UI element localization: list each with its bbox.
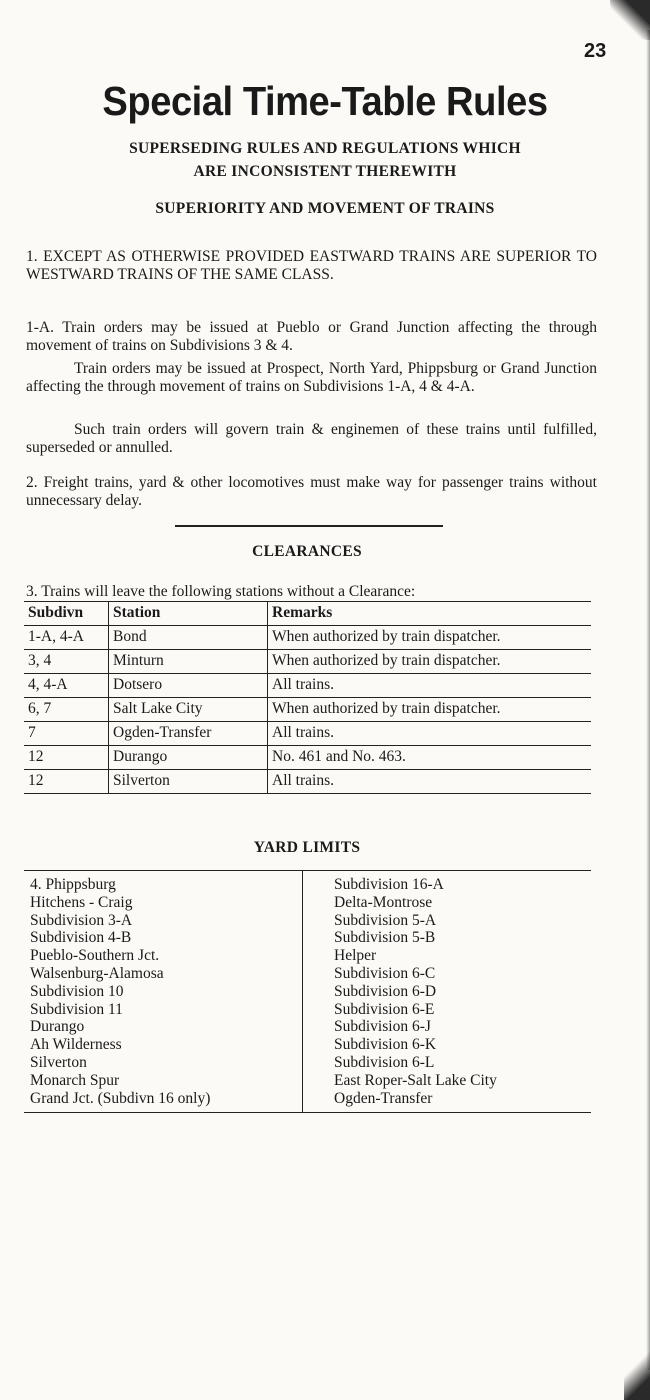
list-item: Subdivision 16-A xyxy=(334,876,444,893)
list-item: Subdivision 6-E xyxy=(334,1000,435,1018)
list-item: East Roper-Salt Lake City xyxy=(334,1071,497,1089)
cell-remarks: No. 461 and No. 463. xyxy=(268,746,592,770)
cell-remarks: All trains. xyxy=(268,674,592,698)
column-header-subdivn: Subdivn xyxy=(24,602,109,626)
cell-subdivn: 6, 7 xyxy=(24,698,109,722)
cell-remarks: When authorized by train dispatcher. xyxy=(268,650,592,674)
cell-subdivn: 3, 4 xyxy=(24,650,109,674)
list-item: Subdivision 6-L xyxy=(334,1053,435,1071)
cell-remarks: When authorized by train dispatcher. xyxy=(268,698,592,722)
list-item: Hitchens - Craig xyxy=(30,893,133,911)
subtitle-line-1: SUPERSEDING RULES AND REGULATIONS WHICH xyxy=(129,140,521,157)
list-item: Delta-Montrose xyxy=(334,893,433,911)
rule-2: 2. Freight trains, yard & other locomotives must make way for passenger trains without unnecessary delay. xyxy=(26,474,597,509)
column-header-station: Station xyxy=(109,602,268,626)
cell-subdivn: 12 xyxy=(24,770,109,794)
list-item: Subdivision 6-J xyxy=(334,1018,431,1036)
list-item: Ah Wilderness xyxy=(30,1036,122,1054)
page-corner-shadow-bottom xyxy=(624,1350,650,1400)
list-item: Walsenburg-Alamosa xyxy=(30,964,164,982)
yard-limits-table xyxy=(24,870,591,1113)
section-divider xyxy=(175,525,443,527)
clearances-table xyxy=(24,601,591,794)
table-row xyxy=(24,674,591,698)
list-item: Subdivision 10 xyxy=(30,982,124,1000)
table-row xyxy=(24,626,591,650)
section-heading-yard-limits: YARD LIMITS xyxy=(253,839,361,856)
cell-subdivn: 12 xyxy=(24,746,109,770)
list-item: Durango xyxy=(30,1018,85,1036)
rule-3: 3. Trains will leave the following stations without a Clearance: xyxy=(26,583,416,600)
table-header-row xyxy=(24,602,591,626)
cell-station: Salt Lake City xyxy=(109,698,268,722)
list-item: Pueblo-Southern Jct. xyxy=(30,947,160,965)
list-item: Ogden-Transfer xyxy=(334,1089,433,1107)
yard-limits-divider xyxy=(302,871,303,1112)
list-item: Monarch Spur xyxy=(30,1071,120,1089)
list-item: Subdivision 5-A xyxy=(334,911,437,929)
page-edge-shadow xyxy=(646,30,650,1370)
column-header-remarks: Remarks xyxy=(268,602,592,626)
table-row xyxy=(24,770,591,794)
page-title: Special Time-Table Rules xyxy=(102,78,548,124)
cell-station: Minturn xyxy=(109,650,268,674)
table-row xyxy=(24,698,591,722)
cell-station: Silverton xyxy=(109,770,268,794)
cell-subdivn: 1-A, 4-A xyxy=(24,626,109,650)
list-item: 4. Phippsburg xyxy=(30,876,116,893)
list-item: Silverton xyxy=(30,1053,87,1071)
page-number: 23 xyxy=(584,40,607,62)
rule-1a-paragraph-2: Train orders may be issued at Prospect, North Yard, Phippsburg or Grand Junction affecting the through movement of trains on Subdivisions 1-A, 4 & 4-A. xyxy=(26,360,597,395)
cell-station: Ogden-Transfer xyxy=(109,722,268,746)
section-heading-superiority: SUPERIORITY AND MOVEMENT OF TRAINS xyxy=(155,200,495,217)
cell-subdivn: 4, 4-A xyxy=(24,674,109,698)
rule-1a-paragraph-3: Such train orders will govern train & enginemen of these trains until fulfilled, superseded or annulled. xyxy=(26,421,597,456)
yard-limits-right-column xyxy=(334,876,497,1107)
rule-1a: 1-A. Train orders may be issued at Pueblo or Grand Junction affecting the through movement of trains on Subdivisions 3 & 4. xyxy=(26,319,597,354)
list-item: Subdivision 11 xyxy=(30,1000,123,1018)
list-item: Subdivision 6-K xyxy=(334,1036,437,1054)
rule-1: 1. EXCEPT AS OTHERWISE PROVIDED EASTWARD TRAINS ARE SUPERIOR TO WESTWARD TRAINS OF THE SAME CLASS. xyxy=(26,248,597,283)
list-item: Subdivision 3-A xyxy=(30,911,133,929)
cell-remarks: All trains. xyxy=(268,722,592,746)
section-heading-clearances: CLEARANCES xyxy=(252,543,362,560)
table-row xyxy=(24,650,591,674)
cell-station: Durango xyxy=(109,746,268,770)
list-item: Subdivision 4-B xyxy=(30,929,132,947)
list-item: Subdivision 6-D xyxy=(334,982,437,1000)
cell-remarks: When authorized by train dispatcher. xyxy=(268,626,592,650)
cell-subdivn: 7 xyxy=(24,722,109,746)
list-item: Grand Jct. (Subdivn 16 only) xyxy=(30,1089,211,1107)
cell-remarks: All trains. xyxy=(268,770,592,794)
page-corner-shadow-top xyxy=(610,0,650,40)
table-row xyxy=(24,722,591,746)
subtitle-line-2: ARE INCONSISTENT THEREWITH xyxy=(193,163,457,180)
list-item: Helper xyxy=(334,947,377,965)
list-item: Subdivision 6-C xyxy=(334,964,436,982)
yard-limits-left-column xyxy=(30,876,210,1107)
table-row xyxy=(24,746,591,770)
cell-station: Dotsero xyxy=(109,674,268,698)
list-item: Subdivision 5-B xyxy=(334,929,436,947)
cell-station: Bond xyxy=(109,626,268,650)
